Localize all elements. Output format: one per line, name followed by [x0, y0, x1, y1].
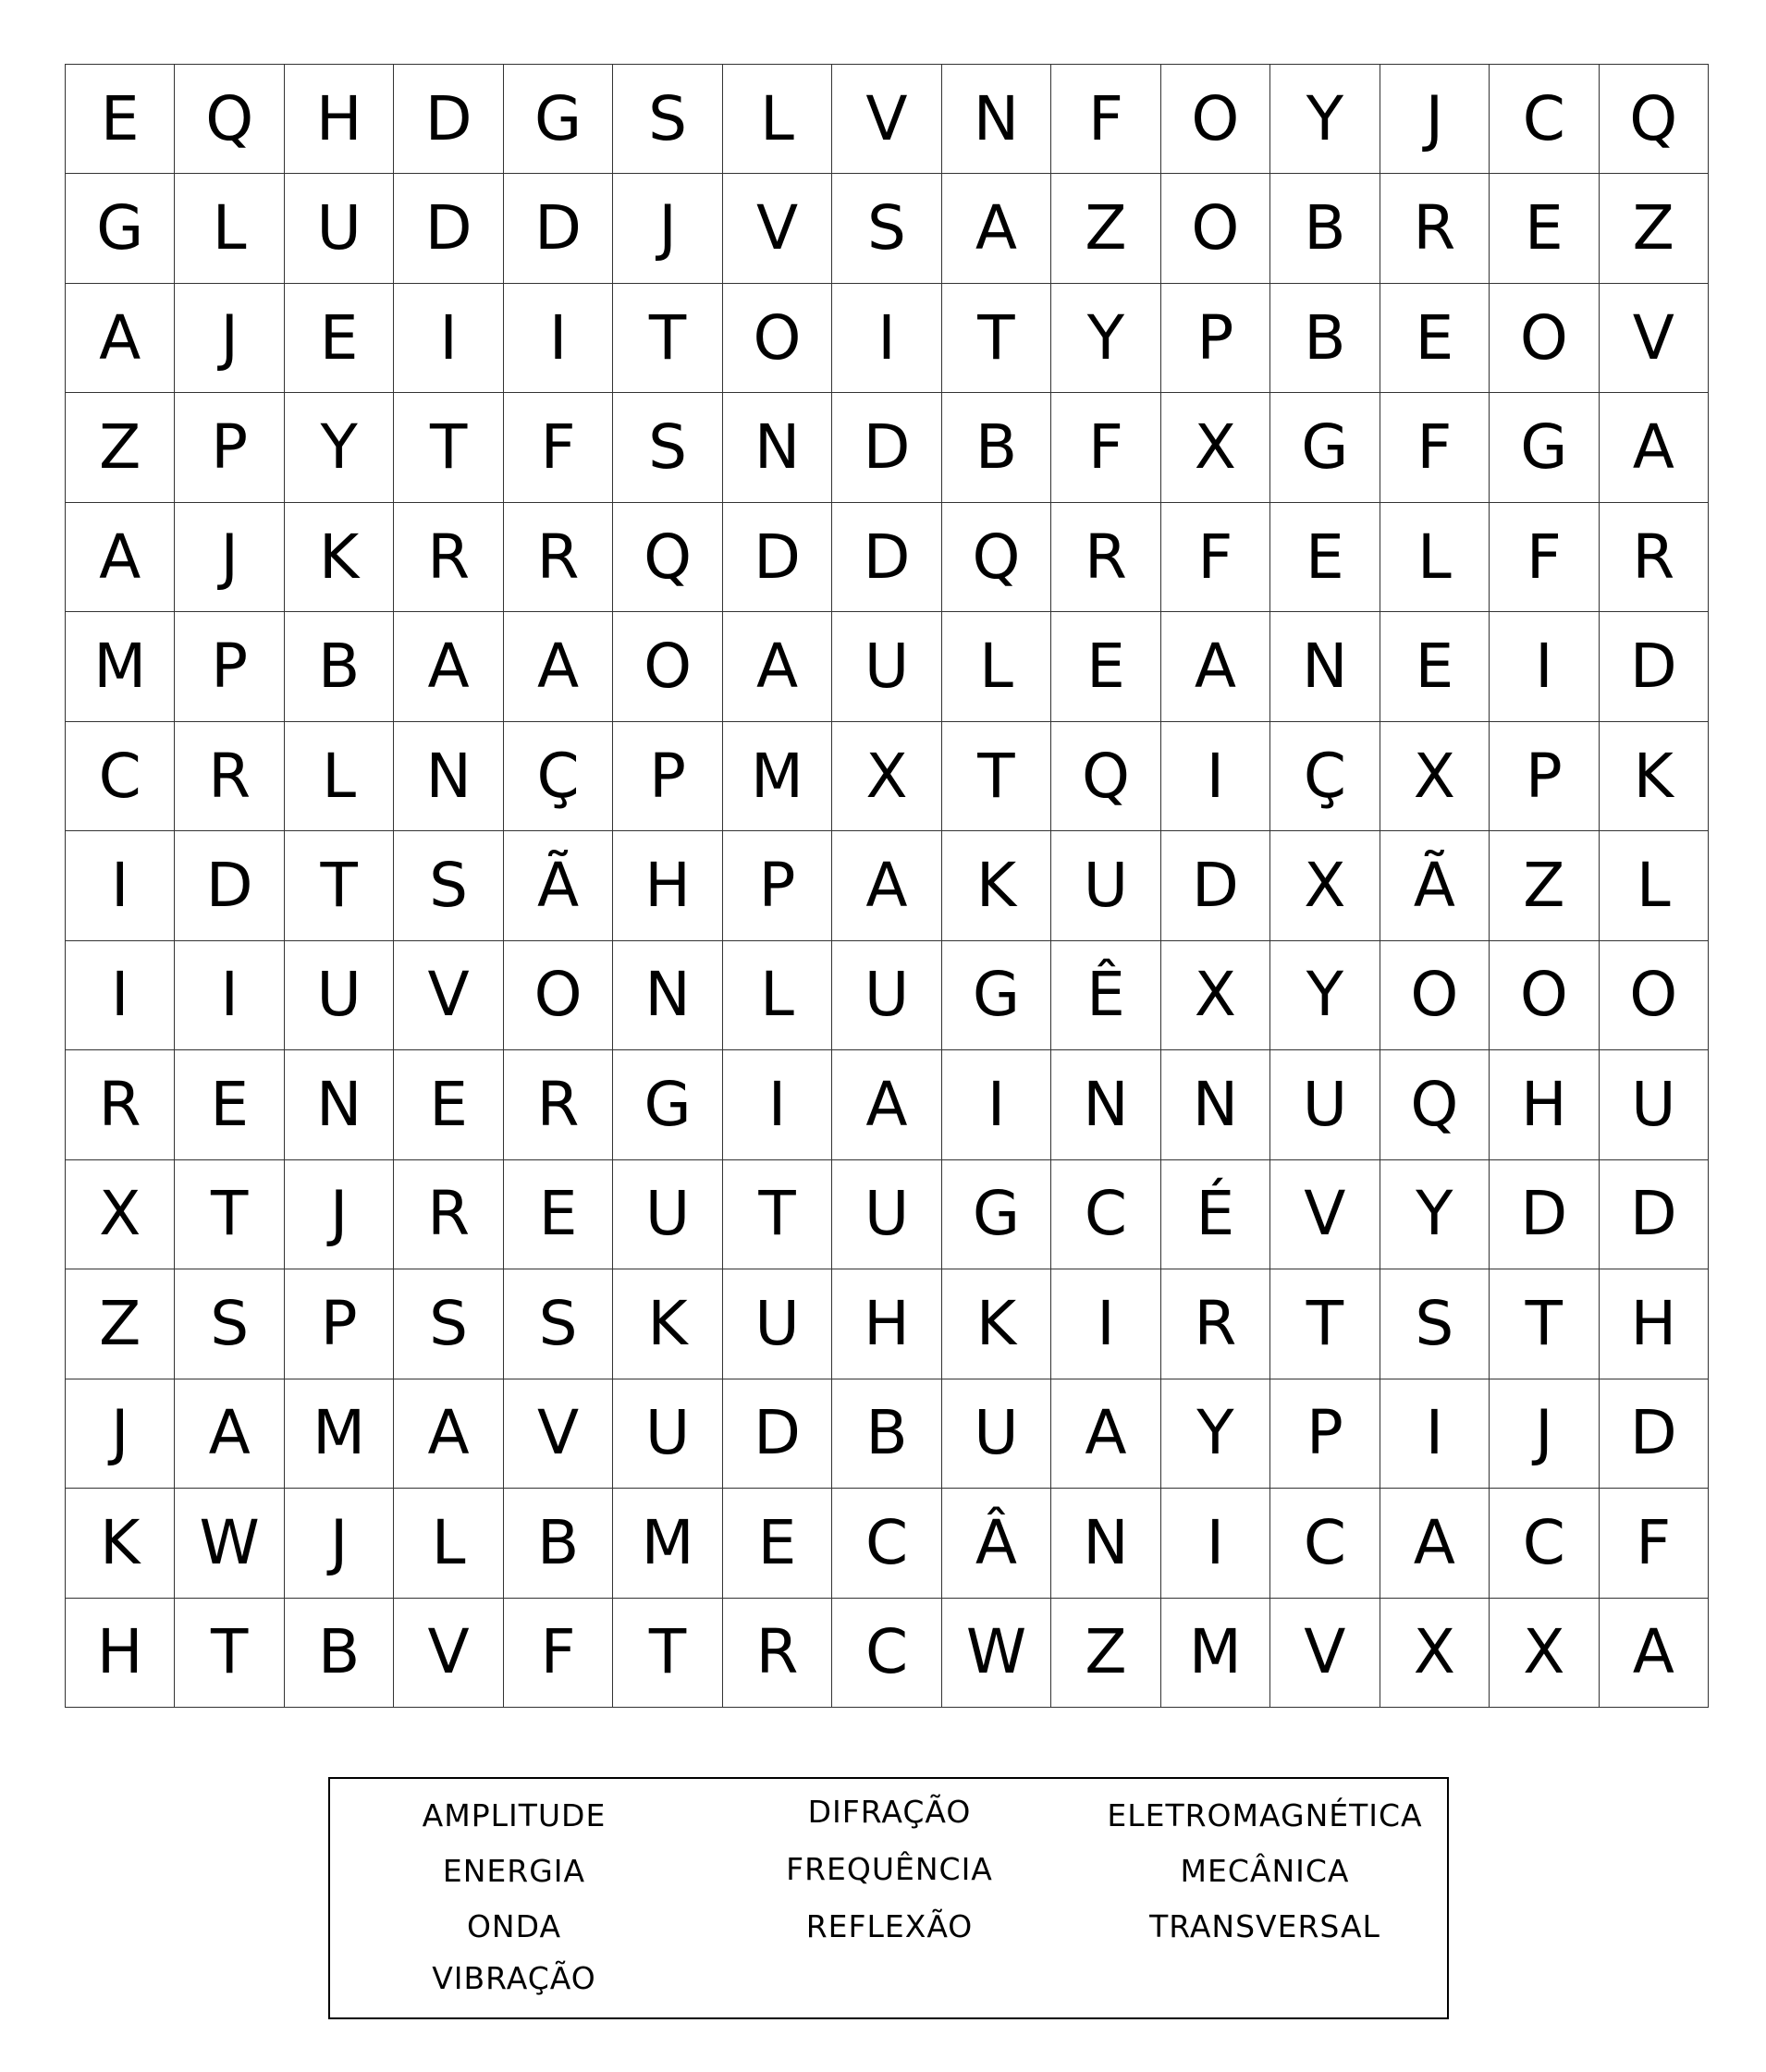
grid-cell[interactable]: J: [1490, 1379, 1599, 1489]
grid-cell[interactable]: A: [832, 1050, 941, 1159]
grid-cell[interactable]: G: [942, 941, 1051, 1050]
grid-cell[interactable]: I: [66, 831, 175, 940]
grid-cell[interactable]: H: [1600, 1269, 1709, 1379]
grid-cell[interactable]: G: [613, 1050, 722, 1159]
grid-cell[interactable]: B: [285, 612, 394, 721]
grid-cell[interactable]: É: [1161, 1160, 1270, 1269]
grid-cell[interactable]: O: [1490, 941, 1599, 1050]
grid-cell[interactable]: A: [394, 612, 503, 721]
grid-cell[interactable]: W: [175, 1489, 284, 1598]
grid-cell[interactable]: R: [504, 1050, 613, 1159]
grid-cell[interactable]: J: [175, 284, 284, 393]
grid-cell[interactable]: B: [504, 1489, 613, 1598]
grid-cell[interactable]: J: [285, 1160, 394, 1269]
word-list: [328, 1777, 1449, 2019]
grid-cell[interactable]: F: [504, 393, 613, 502]
word-list-item: ELETROMAGNÉTICA: [1107, 1797, 1423, 1833]
grid-cell[interactable]: O: [1600, 941, 1709, 1050]
grid-cell[interactable]: N: [1161, 1050, 1270, 1159]
grid-cell[interactable]: L: [285, 722, 394, 831]
grid-cell[interactable]: A: [1380, 1489, 1490, 1598]
word-list-item: ONDA: [466, 1908, 562, 1944]
grid-cell[interactable]: S: [175, 1269, 284, 1379]
grid-cell[interactable]: G: [66, 174, 175, 283]
word-list-item: FREQUÊNCIA: [786, 1851, 993, 1887]
grid-cell[interactable]: S: [1380, 1269, 1490, 1379]
grid-cell[interactable]: O: [504, 941, 613, 1050]
grid-cell[interactable]: I: [1380, 1379, 1490, 1489]
grid-cell[interactable]: A: [1600, 393, 1709, 502]
grid-cell[interactable]: A: [1600, 1599, 1709, 1708]
grid-cell[interactable]: R: [1051, 503, 1160, 612]
grid-cell[interactable]: P: [723, 831, 832, 940]
grid-cell[interactable]: E: [1051, 612, 1160, 721]
grid-cell[interactable]: C: [832, 1489, 941, 1598]
grid-cell[interactable]: R: [1600, 503, 1709, 612]
grid-cell[interactable]: J: [285, 1489, 394, 1598]
grid-cell[interactable]: V: [723, 174, 832, 283]
grid-cell[interactable]: V: [1600, 284, 1709, 393]
grid-cell[interactable]: L: [723, 65, 832, 174]
grid-cell[interactable]: D: [1600, 1160, 1709, 1269]
grid-cell[interactable]: C: [1051, 1160, 1160, 1269]
grid-cell[interactable]: H: [66, 1599, 175, 1708]
grid-cell[interactable]: S: [613, 393, 722, 502]
grid-cell[interactable]: U: [1270, 1050, 1380, 1159]
grid-cell[interactable]: E: [1380, 284, 1490, 393]
grid-cell[interactable]: K: [942, 1269, 1051, 1379]
grid-cell[interactable]: S: [394, 831, 503, 940]
grid-cell[interactable]: Q: [613, 503, 722, 612]
grid-cell[interactable]: L: [942, 612, 1051, 721]
grid-cell[interactable]: Y: [285, 393, 394, 502]
grid-cell[interactable]: E: [66, 65, 175, 174]
grid-cell[interactable]: P: [1490, 722, 1599, 831]
grid-cell[interactable]: U: [1600, 1050, 1709, 1159]
grid-cell[interactable]: D: [1600, 612, 1709, 721]
grid-cell[interactable]: E: [723, 1489, 832, 1598]
grid-cell[interactable]: I: [175, 941, 284, 1050]
grid-cell[interactable]: D: [1600, 1379, 1709, 1489]
grid-cell[interactable]: S: [394, 1269, 503, 1379]
grid-cell[interactable]: F: [1490, 503, 1599, 612]
grid-cell[interactable]: Y: [1270, 941, 1380, 1050]
grid-cell[interactable]: D: [832, 503, 941, 612]
grid-cell[interactable]: F: [1380, 393, 1490, 502]
grid-cell[interactable]: D: [832, 393, 941, 502]
grid-cell[interactable]: X: [1380, 722, 1490, 831]
grid-cell[interactable]: B: [942, 393, 1051, 502]
grid-cell[interactable]: U: [1051, 831, 1160, 940]
grid-cell[interactable]: N: [942, 65, 1051, 174]
grid-cell[interactable]: S: [832, 174, 941, 283]
grid-cell[interactable]: U: [832, 941, 941, 1050]
grid-cell[interactable]: I: [1051, 1269, 1160, 1379]
grid-cell[interactable]: X: [832, 722, 941, 831]
grid-cell[interactable]: N: [394, 722, 503, 831]
grid-cell[interactable]: D: [1490, 1160, 1599, 1269]
grid-cell[interactable]: M: [66, 612, 175, 721]
grid-cell[interactable]: J: [1380, 65, 1490, 174]
grid-cell[interactable]: Z: [1600, 174, 1709, 283]
grid-cell[interactable]: J: [66, 1379, 175, 1489]
grid-cell[interactable]: E: [394, 1050, 503, 1159]
grid-cell[interactable]: E: [1490, 174, 1599, 283]
grid-cell[interactable]: A: [723, 612, 832, 721]
grid-cell[interactable]: T: [175, 1160, 284, 1269]
grid-cell[interactable]: V: [394, 1599, 503, 1708]
grid-cell[interactable]: D: [723, 503, 832, 612]
grid-cell[interactable]: T: [942, 722, 1051, 831]
grid-cell[interactable]: Y: [1270, 65, 1380, 174]
grid-cell[interactable]: Z: [1051, 1599, 1160, 1708]
grid-cell[interactable]: I: [832, 284, 941, 393]
grid-cell[interactable]: K: [285, 503, 394, 612]
grid-cell[interactable]: E: [175, 1050, 284, 1159]
grid-cell[interactable]: U: [613, 1160, 722, 1269]
grid-cell[interactable]: I: [942, 1050, 1051, 1159]
grid-cell[interactable]: N: [1051, 1050, 1160, 1159]
grid-cell[interactable]: F: [1600, 1489, 1709, 1598]
word-list-item: AMPLITUDE: [422, 1797, 607, 1833]
grid-cell[interactable]: I: [504, 284, 613, 393]
grid-cell[interactable]: K: [942, 831, 1051, 940]
grid-cell[interactable]: D: [1161, 831, 1270, 940]
grid-cell[interactable]: O: [1490, 284, 1599, 393]
grid-cell[interactable]: D: [394, 174, 503, 283]
grid-cell[interactable]: Ã: [504, 831, 613, 940]
grid-cell[interactable]: Â: [942, 1489, 1051, 1598]
grid-cell[interactable]: U: [285, 174, 394, 283]
grid-cell[interactable]: G: [942, 1160, 1051, 1269]
grid-cell[interactable]: O: [1161, 65, 1270, 174]
grid-cell[interactable]: A: [832, 831, 941, 940]
grid-cell[interactable]: N: [1270, 612, 1380, 721]
grid-cell[interactable]: L: [394, 1489, 503, 1598]
grid-cell[interactable]: R: [1380, 174, 1490, 283]
grid-cell[interactable]: X: [1161, 941, 1270, 1050]
grid-cell[interactable]: T: [723, 1160, 832, 1269]
grid-cell[interactable]: T: [613, 1599, 722, 1708]
grid-cell[interactable]: P: [285, 1269, 394, 1379]
grid-cell[interactable]: T: [285, 831, 394, 940]
grid-cell[interactable]: H: [832, 1269, 941, 1379]
grid-cell[interactable]: A: [504, 612, 613, 721]
grid-cell[interactable]: X: [1270, 831, 1380, 940]
grid-cell[interactable]: I: [66, 941, 175, 1050]
grid-cell[interactable]: G: [1270, 393, 1380, 502]
grid-cell[interactable]: X: [1380, 1599, 1490, 1708]
grid-cell[interactable]: E: [1270, 503, 1380, 612]
grid-cell[interactable]: T: [613, 284, 722, 393]
grid-cell[interactable]: S: [613, 65, 722, 174]
grid-cell[interactable]: G: [504, 65, 613, 174]
grid-cell[interactable]: I: [723, 1050, 832, 1159]
grid-cell[interactable]: L: [1380, 503, 1490, 612]
grid-cell[interactable]: Q: [175, 65, 284, 174]
grid-cell[interactable]: U: [723, 1269, 832, 1379]
grid-cell[interactable]: P: [1270, 1379, 1380, 1489]
grid-cell[interactable]: O: [723, 284, 832, 393]
grid-cell[interactable]: Ç: [504, 722, 613, 831]
grid-cell[interactable]: U: [942, 1379, 1051, 1489]
grid-cell[interactable]: N: [1051, 1489, 1160, 1598]
grid-cell[interactable]: A: [175, 1379, 284, 1489]
grid-cell[interactable]: F: [1051, 393, 1160, 502]
grid-cell[interactable]: C: [832, 1599, 941, 1708]
word-list-item: MECÂNICA: [1180, 1853, 1350, 1889]
grid-cell[interactable]: J: [175, 503, 284, 612]
grid-cell[interactable]: V: [394, 941, 503, 1050]
grid-cell[interactable]: H: [285, 65, 394, 174]
grid-cell[interactable]: M: [723, 722, 832, 831]
grid-cell[interactable]: O: [1380, 941, 1490, 1050]
grid-cell[interactable]: R: [175, 722, 284, 831]
grid-cell[interactable]: G: [1490, 393, 1599, 502]
word-list-item: ENERGIA: [442, 1853, 586, 1889]
grid-cell[interactable]: E: [285, 284, 394, 393]
grid-cell[interactable]: F: [1161, 503, 1270, 612]
grid-cell[interactable]: P: [175, 612, 284, 721]
grid-cell[interactable]: L: [723, 941, 832, 1050]
grid-cell[interactable]: I: [1490, 612, 1599, 721]
grid-cell[interactable]: U: [613, 1379, 722, 1489]
grid-cell[interactable]: M: [613, 1489, 722, 1598]
grid-cell[interactable]: V: [1270, 1160, 1380, 1269]
grid-cell[interactable]: F: [504, 1599, 613, 1708]
grid-cell[interactable]: B: [1270, 174, 1380, 283]
grid-cell[interactable]: I: [1161, 1489, 1270, 1598]
word-list-item: VIBRAÇÃO: [432, 1960, 596, 1996]
grid-cell[interactable]: N: [723, 393, 832, 502]
grid-cell[interactable]: Ç: [1270, 722, 1380, 831]
grid-cell[interactable]: Q: [1380, 1050, 1490, 1159]
grid-cell[interactable]: X: [66, 1160, 175, 1269]
grid-cell[interactable]: R: [394, 1160, 503, 1269]
grid-cell[interactable]: C: [1490, 1489, 1599, 1598]
grid-cell[interactable]: R: [723, 1599, 832, 1708]
grid-cell[interactable]: C: [1270, 1489, 1380, 1598]
grid-cell[interactable]: D: [394, 65, 503, 174]
grid-cell[interactable]: U: [285, 941, 394, 1050]
grid-cell[interactable]: A: [66, 284, 175, 393]
grid-cell[interactable]: K: [66, 1489, 175, 1598]
grid-cell[interactable]: Q: [1600, 65, 1709, 174]
grid-cell[interactable]: V: [504, 1379, 613, 1489]
grid-cell[interactable]: R: [66, 1050, 175, 1159]
grid-cell[interactable]: P: [613, 722, 722, 831]
grid-cell[interactable]: N: [285, 1050, 394, 1159]
grid-cell[interactable]: C: [66, 722, 175, 831]
grid-cell[interactable]: P: [1161, 284, 1270, 393]
grid-cell[interactable]: Ê: [1051, 941, 1160, 1050]
grid-cell[interactable]: Z: [66, 393, 175, 502]
grid-cell[interactable]: X: [1161, 393, 1270, 502]
grid-cell[interactable]: D: [175, 831, 284, 940]
grid-cell[interactable]: B: [832, 1379, 941, 1489]
grid-cell[interactable]: K: [1600, 722, 1709, 831]
grid-cell[interactable]: U: [832, 612, 941, 721]
grid-cell[interactable]: B: [285, 1599, 394, 1708]
grid-cell[interactable]: R: [1161, 1269, 1270, 1379]
grid-cell[interactable]: H: [1490, 1050, 1599, 1159]
grid-cell[interactable]: Q: [942, 503, 1051, 612]
grid-cell[interactable]: V: [832, 65, 941, 174]
grid-cell[interactable]: A: [1161, 612, 1270, 721]
grid-cell[interactable]: Ã: [1380, 831, 1490, 940]
grid-cell[interactable]: T: [175, 1599, 284, 1708]
grid-cell[interactable]: F: [1051, 65, 1160, 174]
grid-cell[interactable]: D: [504, 174, 613, 283]
grid-cell[interactable]: K: [613, 1269, 722, 1379]
grid-cell[interactable]: T: [394, 393, 503, 502]
grid-cell[interactable]: I: [1161, 722, 1270, 831]
grid-cell[interactable]: Z: [66, 1269, 175, 1379]
word-list-item: REFLEXÃO: [805, 1908, 974, 1944]
grid-cell[interactable]: U: [832, 1160, 941, 1269]
grid-cell[interactable]: T: [1270, 1269, 1380, 1379]
grid-cell[interactable]: D: [723, 1379, 832, 1489]
grid-cell[interactable]: E: [504, 1160, 613, 1269]
grid-cell[interactable]: W: [942, 1599, 1051, 1708]
grid-cell[interactable]: S: [504, 1269, 613, 1379]
grid-cell[interactable]: B: [1270, 284, 1380, 393]
grid-cell[interactable]: M: [1161, 1599, 1270, 1708]
grid-cell[interactable]: A: [394, 1379, 503, 1489]
grid-cell[interactable]: P: [175, 393, 284, 502]
grid-cell[interactable]: I: [394, 284, 503, 393]
grid-cell[interactable]: X: [1490, 1599, 1599, 1708]
grid-cell[interactable]: Q: [1051, 722, 1160, 831]
grid-cell[interactable]: A: [1051, 1379, 1160, 1489]
grid-cell[interactable]: C: [1490, 65, 1599, 174]
grid-cell[interactable]: R: [394, 503, 503, 612]
grid-cell[interactable]: H: [613, 831, 722, 940]
grid-cell[interactable]: Y: [1380, 1160, 1490, 1269]
word-list-item: TRANSVERSAL: [1149, 1908, 1380, 1944]
grid-cell[interactable]: Y: [1161, 1379, 1270, 1489]
word-search-grid: [65, 64, 1709, 1708]
grid-cell[interactable]: T: [942, 284, 1051, 393]
grid-cell[interactable]: O: [613, 612, 722, 721]
grid-cell[interactable]: A: [942, 174, 1051, 283]
grid-cell[interactable]: V: [1270, 1599, 1380, 1708]
grid-cell[interactable]: A: [66, 503, 175, 612]
word-list-item: DIFRAÇÃO: [807, 1794, 972, 1830]
grid-cell[interactable]: J: [613, 174, 722, 283]
grid-cell[interactable]: T: [1490, 1269, 1599, 1379]
grid-cell[interactable]: Z: [1051, 174, 1160, 283]
grid-cell[interactable]: L: [1600, 831, 1709, 940]
grid-cell[interactable]: Z: [1490, 831, 1599, 940]
grid-cell[interactable]: N: [613, 941, 722, 1050]
grid-cell[interactable]: R: [504, 503, 613, 612]
grid-cell[interactable]: O: [1161, 174, 1270, 283]
grid-cell[interactable]: L: [175, 174, 284, 283]
grid-cell[interactable]: Y: [1051, 284, 1160, 393]
grid-cell[interactable]: M: [285, 1379, 394, 1489]
grid-cell[interactable]: E: [1380, 612, 1490, 721]
